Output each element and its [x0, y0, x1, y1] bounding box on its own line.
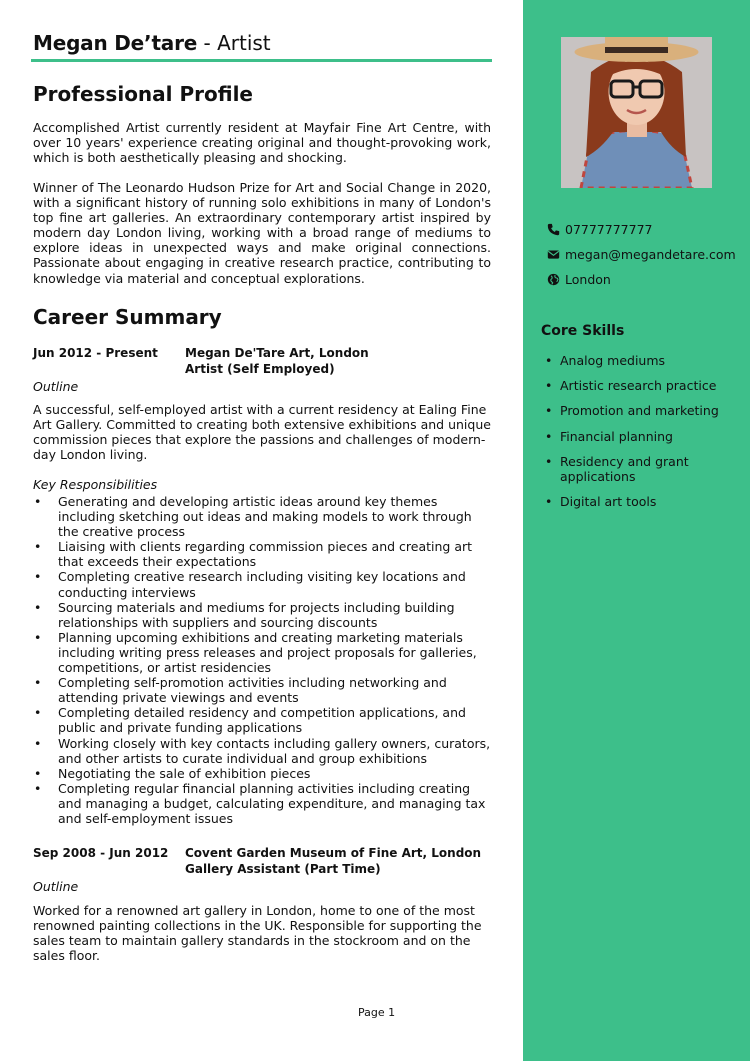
job-outline-label: Outline: [33, 879, 79, 894]
profile-photo: [561, 37, 712, 188]
profile-photo-illustration: [561, 37, 712, 188]
location: London: [565, 272, 611, 287]
job-title: Gallery Assistant (Part Time): [185, 861, 381, 876]
list-item: • Sourcing materials and mediums for projects including building relationships with suppliers and sourcing discounts: [33, 600, 493, 630]
list-item: • Financial planning: [541, 429, 721, 444]
email-address[interactable]: megan@megandetare.com: [565, 247, 736, 262]
responsibilities-label: Key Responsibilities: [33, 477, 158, 492]
profile-heading: Professional Profile: [33, 82, 253, 106]
contact-location: [547, 272, 611, 287]
responsibilities-list: [33, 494, 493, 826]
globe-icon: [547, 273, 560, 286]
job-dates: Jun 2012 - Present: [33, 346, 158, 360]
contact-email: [547, 247, 736, 262]
list-item: • Negotiating the sale of exhibition pieces: [33, 766, 493, 781]
phone-number[interactable]: 07777777777: [565, 222, 653, 237]
list-item: • Liaising with clients regarding commission pieces and creating art that exceeds their expectations: [33, 539, 493, 569]
core-skills-heading: Core Skills: [541, 323, 625, 339]
job-title: Artist (Self Employed): [185, 361, 335, 376]
header-separator: -: [197, 31, 218, 55]
profile-paragraph: Winner of The Leonardo Hudson Prize for Art and Social Change in 2020, with a significant history of running solo exhibitions in many of London's top fine art galleries. An extraordinary contemporary artist inspired by modern day London living, working with a broad range of mediums to explore ideas in unexpected ways and make original connections. Passionate about engaging in creative research practice, contributing to knowledge via material and conceptual explorations.: [33, 180, 491, 286]
envelope-icon: [547, 248, 560, 261]
list-item: • Working closely with key contacts including gallery owners, curators, and other artists to curate individual and group exhibitions: [33, 736, 493, 766]
list-item: • Completing detailed residency and competition applications, and public and private funding applications: [33, 705, 493, 735]
job-company: Covent Garden Museum of Fine Art, London: [185, 846, 482, 860]
job-outline: Worked for a renowned art gallery in London, home to one of the most renowned painting collections in the UK. Responsible for supporting the sales team to maintain gallery standards in the stockroom and on the sales floor.: [33, 903, 482, 964]
list-item: • Completing creative research including visiting key locations and conducting interviews: [33, 569, 493, 599]
candidate-name: Megan De’tare: [33, 31, 198, 55]
page-number: Page 1: [358, 1006, 396, 1019]
list-item: • Promotion and marketing: [541, 403, 721, 418]
list-item: • Completing regular financial planning activities including creating and managing a budget, calculating expenditure, and managing tax and self-employment issues: [33, 781, 493, 826]
list-item: • Residency and grant applications: [541, 454, 721, 484]
header-divider: [31, 59, 492, 62]
list-item: • Planning upcoming exhibitions and creating marketing materials including writing press releases and project proposals for galleries, competitions, or artist residencies: [33, 630, 493, 675]
job-outline: A successful, self-employed artist with a current residency at Ealing Fine Art Gallery. Committed to creating both extensive exhibitions and unique commission pieces that explore the passions and challenges of modern-day London living.: [33, 402, 491, 463]
list-item: • Analog mediums: [541, 353, 721, 368]
candidate-role: Artist: [217, 31, 271, 55]
list-item: • Completing self-promotion activities including networking and attending private viewings and events: [33, 675, 493, 705]
list-item: • Digital art tools: [541, 494, 721, 509]
career-heading: Career Summary: [33, 305, 222, 329]
job-dates: Sep 2008 - Jun 2012: [33, 846, 169, 860]
list-item: • Artistic research practice: [541, 378, 721, 393]
job-company: Megan De'Tare Art, London: [185, 346, 369, 360]
list-item: • Generating and developing artistic ideas around key themes including sketching out ideas and making models to work through the creative process: [33, 494, 493, 539]
resume-header: [33, 31, 271, 55]
job-outline-label: Outline: [33, 379, 79, 394]
profile-paragraph: Accomplished Artist currently resident at Mayfair Fine Art Centre, with over 10 years' experience creating original and thought-provoking work, which is both aesthetically pleasing and shocking.: [33, 120, 491, 166]
phone-icon: [547, 223, 560, 236]
core-skills-list: [541, 353, 721, 519]
contact-phone: [547, 222, 652, 237]
